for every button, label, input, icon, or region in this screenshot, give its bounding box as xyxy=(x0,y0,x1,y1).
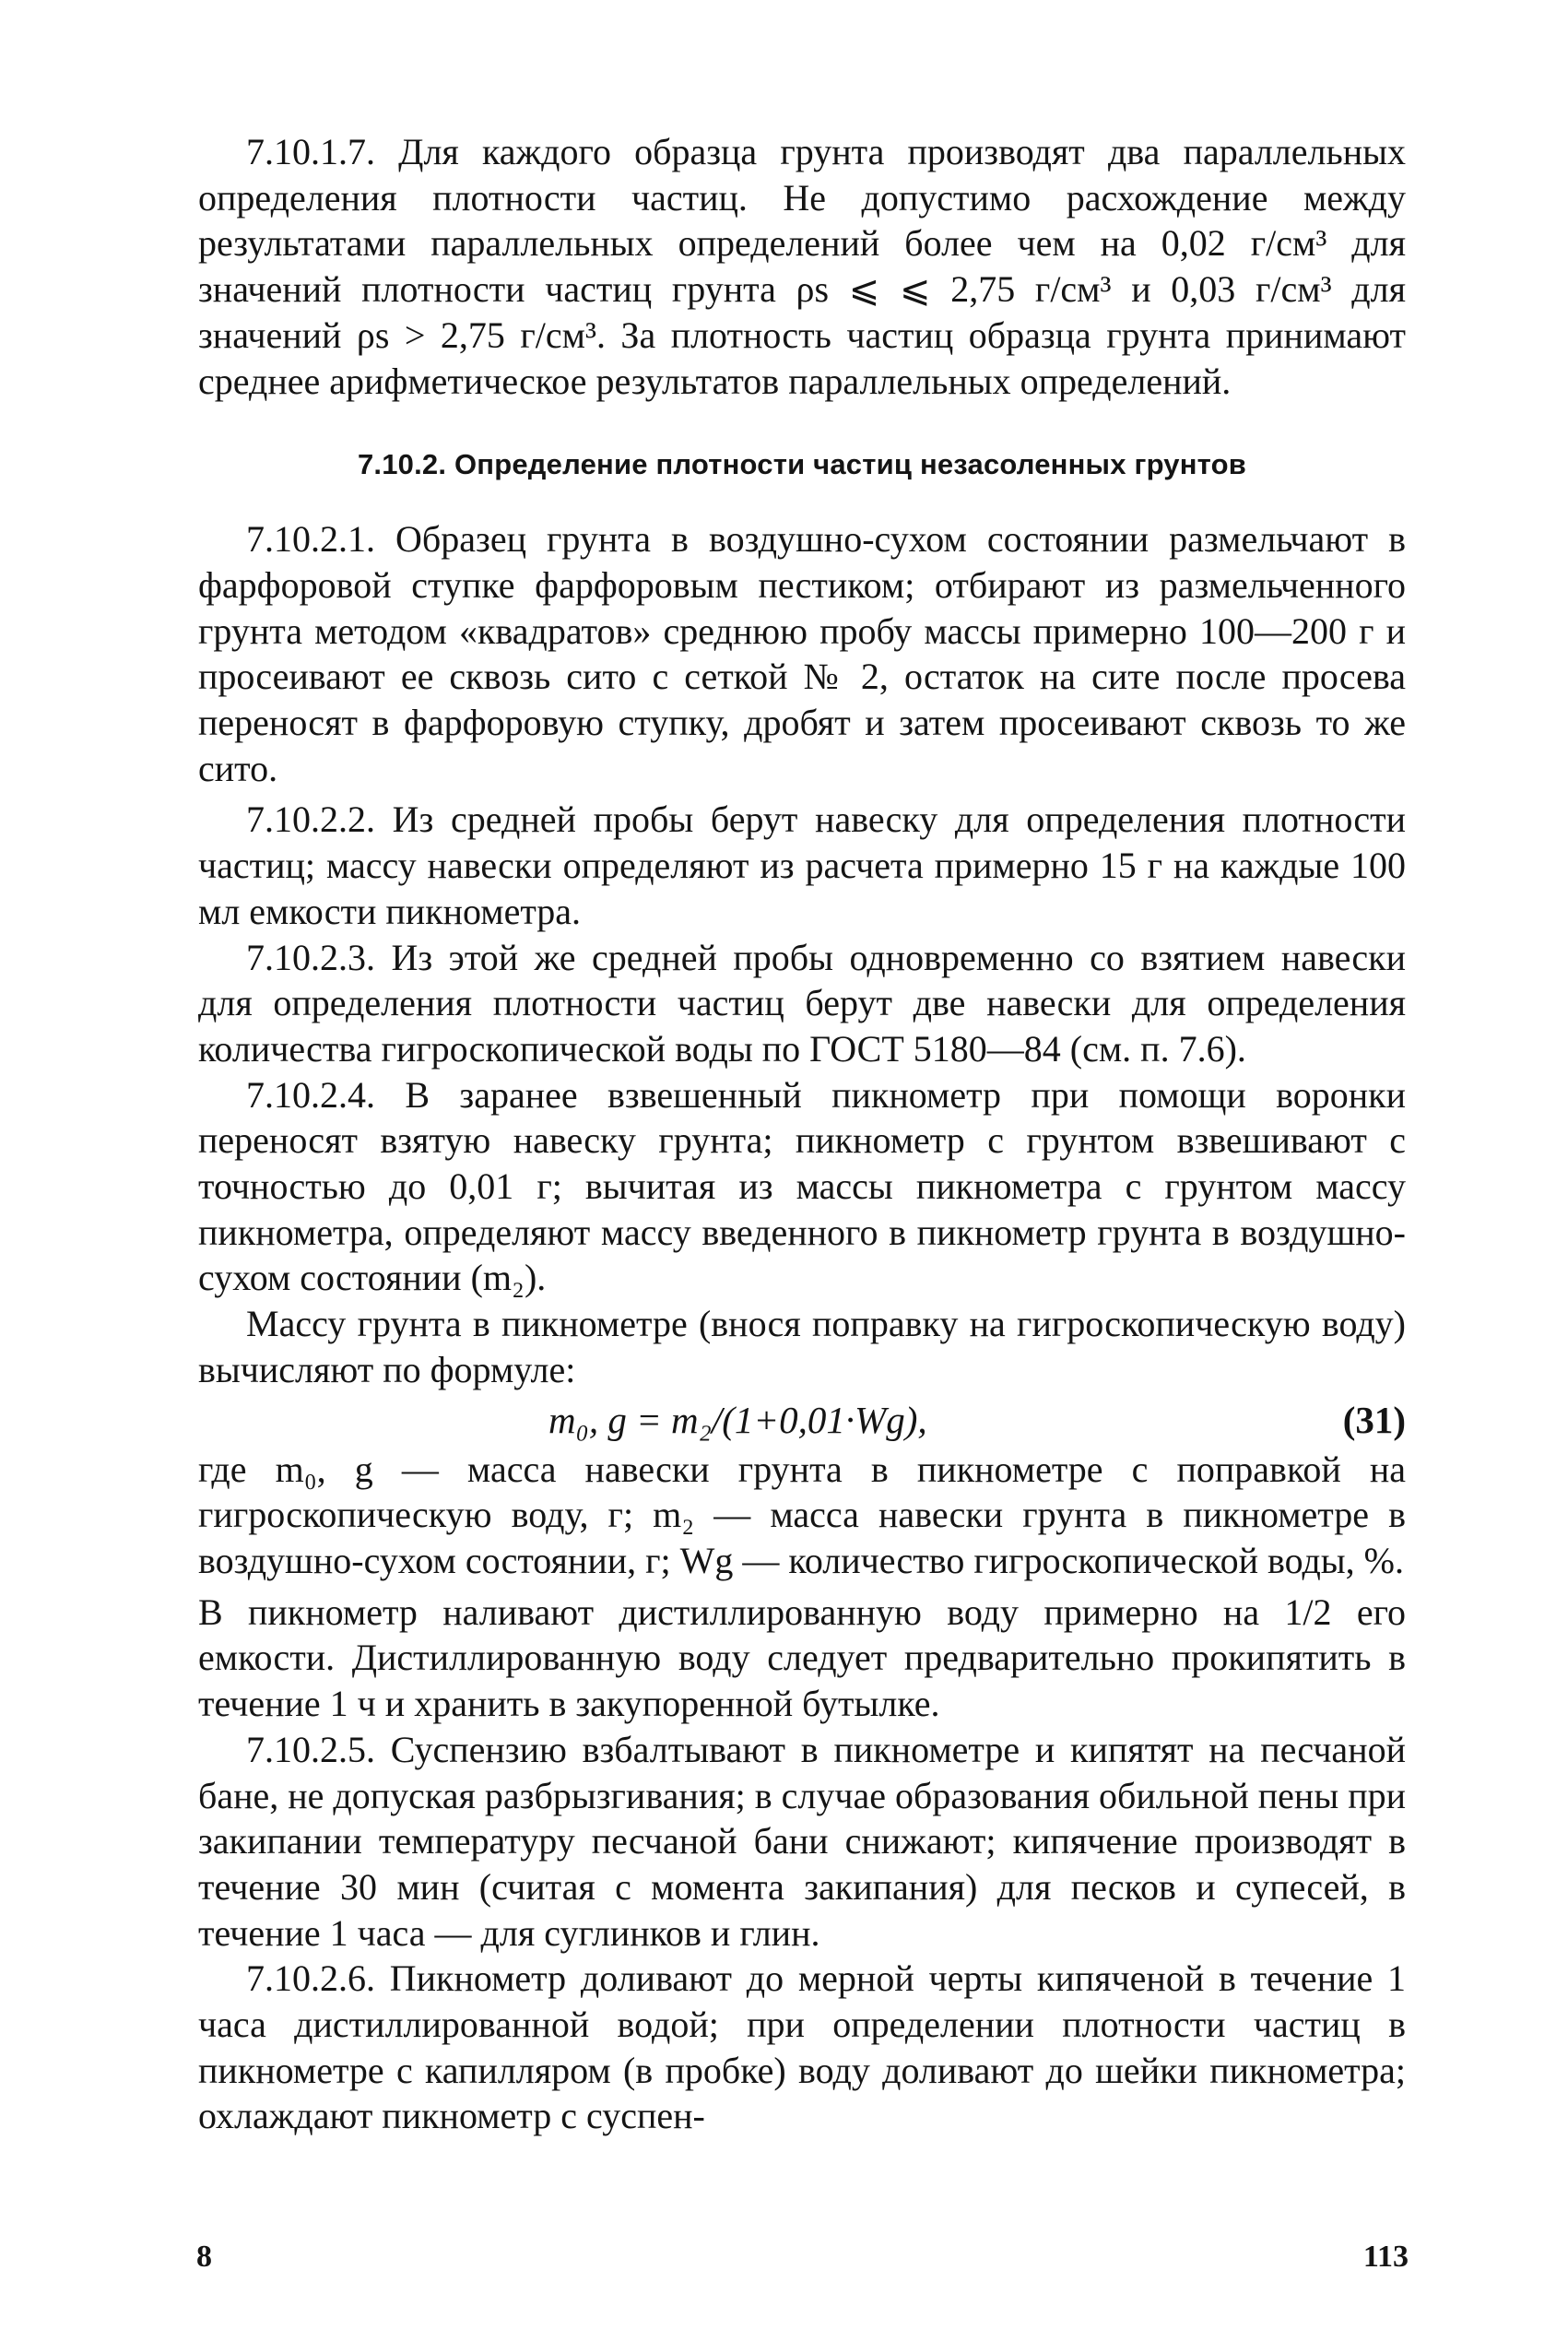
paragraph-7-10-2-2: 7.10.2.2. Из средней пробы берут навеску для определения плотности частиц; массу навески определяют из расчета примерно 15 г на каждые 100 мл емкости пикнометра. xyxy=(198,798,1406,932)
paragraph-7-10-2-5: 7.10.2.5. Суспензию взбалтывают в пикнометре и кипятят на песчаной бане, не допуская разбрызгивания; в случае образования обильной пены при закипании температуру песчаной бани снижают; кипячение производят в течение 30 мин (считая с момента закипания) для песков и супесей, в течение 1 часа — для суглинков и глин. xyxy=(198,1728,1406,1954)
paragraph-7-10-2-6: 7.10.2.6. Пикнометр доливают до мерной черты кипяченой в течение 1 часа дистиллированной водой; при определении плотности частиц в пикнометре с капилляром (в пробке) воду доливают до шейки пикнометра; охлаждают пикнометр с суспен- xyxy=(198,1957,1406,2137)
page-body xyxy=(198,129,1406,2139)
paragraph-7-10-2-3: 7.10.2.3. Из этой же средней пробы одновременно со взятием навески для определения плотности частиц берут две навески для определения количества гигроскопической воды по ГОСТ 5180—84 (см. п. 7.6). xyxy=(198,936,1406,1070)
section-heading: 7.10.2. Определение плотности частиц незасоленных грунтов xyxy=(357,448,1247,481)
formula-row xyxy=(198,1393,1406,1447)
paragraph-where: где m₀, g — масса навески грунта в пикнометре с поправкой на гигроскопическую воду, г; m₂ — масса навески грунта в пикнометре в воздушно-сухом состоянии, г; Wg — количество гигроскопической воды, %. xyxy=(198,1448,1406,1581)
page-number: 113 xyxy=(1362,2240,1409,2274)
paragraph-7-10-1-7: 7.10.1.7. Для каждого образца грунта производят два параллельных определения плотности частиц. Не допустимо расхождение между результатами параллельных определений более чем на 0,02 г/см³ для значений плотности частиц грунта ρs ⩽ ⩽ 2,75 г/см³ и 0,03 г/см³ для значений ρs > 2,75 г/см³. За плотность частиц образца грунта принимают среднее арифметическое результатов параллельных определений. xyxy=(198,131,1406,402)
signature-mark: 8 xyxy=(196,2240,212,2274)
formula: m₀, g = m₂/(1+0,01·Wg), xyxy=(548,1398,927,1441)
formula-number: (31) xyxy=(1342,1398,1406,1441)
paragraph-distilled-water: В пикнометр наливают дистиллированную воду примерно на 1/2 его емкости. Дистиллированную воду следует предварительно прокипятить в течение 1 ч и хранить в закупоренной бутылке. xyxy=(198,1590,1406,1725)
paragraph-7-10-2-4: 7.10.2.4. В заранее взвешенный пикнометр при помощи воронки переносят взятую навеску грунта; пикнометр с грунтом взвешивают с точностью до 0,01 г; вычитая из массы пикнометра с грунтом массу пикнометра, определяют массу введенного в пикнометр грунта в воздушно-сухом состоянии (m₂). xyxy=(198,1073,1406,1299)
paragraph-7-10-2-1: 7.10.2.1. Образец грунта в воздушно-сухом состоянии размельчают в фарфоровой ступке фарфоровым пестиком; отбирают из размельченного грунта методом «квадратов» среднюю пробу массы примерно 100—200 г и просеивают ее сквозь сито с сеткой № 2, остаток на сите после просева переносят в фарфоровую ступку, дробят и затем просеивают сквозь то же сито. xyxy=(198,518,1406,789)
paragraph-formula-intro: Массу грунта в пикнометре (внося поправку на гигроскопическую воду) вычисляют по формуле: xyxy=(198,1303,1406,1390)
